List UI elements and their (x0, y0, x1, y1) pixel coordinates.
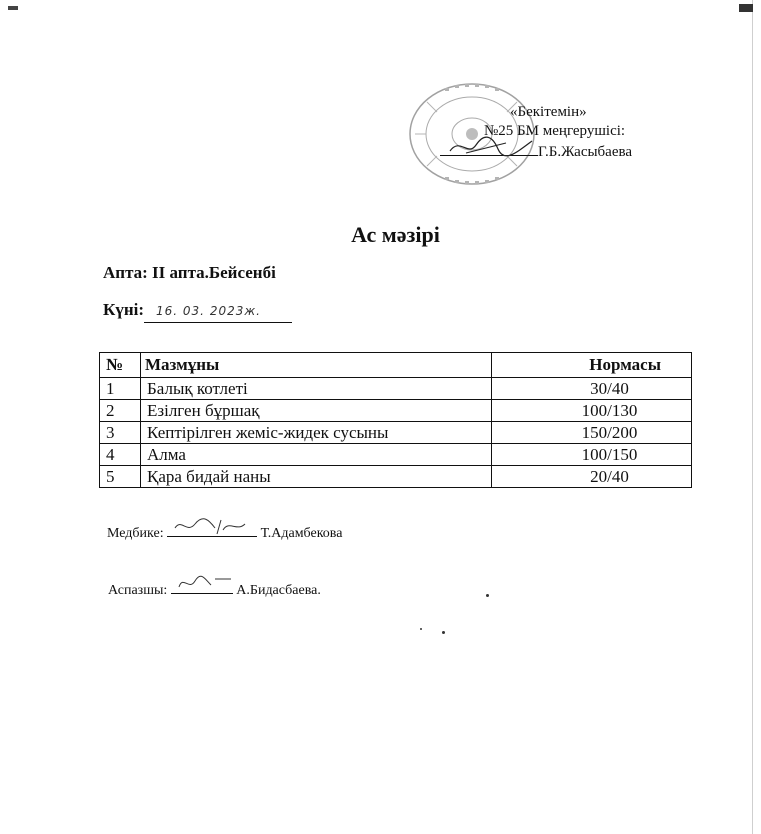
cook-signature-row (108, 577, 321, 599)
signature-icon (171, 516, 251, 536)
table-row (100, 378, 692, 400)
cook-label: Аспазшы: (108, 583, 168, 598)
table-row (100, 466, 692, 488)
row-content: Қара бидай наны (141, 466, 492, 488)
column-header-norm: Нормасы (492, 353, 692, 378)
row-content: Кептірілген жеміс-жидек сусыны (141, 422, 492, 444)
date-row (103, 300, 292, 323)
row-number: 1 (100, 378, 141, 400)
row-content: Езілген бұршақ (141, 400, 492, 422)
row-norm: 100/130 (492, 400, 692, 422)
approval-position: №25 БМ меңгерушісі: (484, 123, 626, 139)
date-label: Күні: (103, 300, 145, 319)
scan-speck (442, 631, 445, 634)
cook-name: А.Бидасбаева. (236, 583, 321, 598)
scan-speck (420, 628, 422, 630)
row-number: 2 (100, 400, 141, 422)
approver-name: Г.Б.Жасыбаева (538, 144, 633, 160)
signature-icon (446, 131, 536, 159)
page-edge (752, 0, 753, 834)
row-content: Алма (141, 444, 492, 466)
column-header-content: Мазмұны (141, 353, 492, 378)
medic-signature-row (107, 520, 342, 542)
row-number: 5 (100, 466, 141, 488)
row-norm: 20/40 (492, 466, 692, 488)
table-row (100, 400, 692, 422)
scan-mark (8, 6, 18, 10)
table-row (100, 422, 692, 444)
medic-signature-line (167, 520, 257, 537)
approval-heading: «Бекітемін» (510, 104, 587, 120)
medic-name: Т.Адамбекова (260, 526, 343, 541)
date-value: 16. 03. 2023ж. (144, 304, 292, 323)
row-norm: 30/40 (492, 378, 692, 400)
scan-mark (739, 4, 753, 12)
column-header-number: № (100, 353, 141, 378)
row-content: Балық котлеті (141, 378, 492, 400)
page-title: Ас мәзірі (351, 222, 440, 247)
row-norm: 100/150 (492, 444, 692, 466)
table-header-row (100, 353, 692, 378)
medic-label: Медбике: (107, 526, 164, 541)
cook-signature-line (171, 577, 233, 594)
approval-signature-line (440, 141, 538, 156)
scan-speck (486, 594, 489, 597)
menu-table (99, 352, 692, 488)
approval-signature-row (440, 141, 660, 162)
signature-icon (175, 573, 235, 593)
approval-block (440, 103, 660, 162)
table-row (100, 444, 692, 466)
row-number: 3 (100, 422, 141, 444)
row-norm: 150/200 (492, 422, 692, 444)
row-number: 4 (100, 444, 141, 466)
week-label: Апта: II апта.Бейсенбі (103, 263, 276, 282)
